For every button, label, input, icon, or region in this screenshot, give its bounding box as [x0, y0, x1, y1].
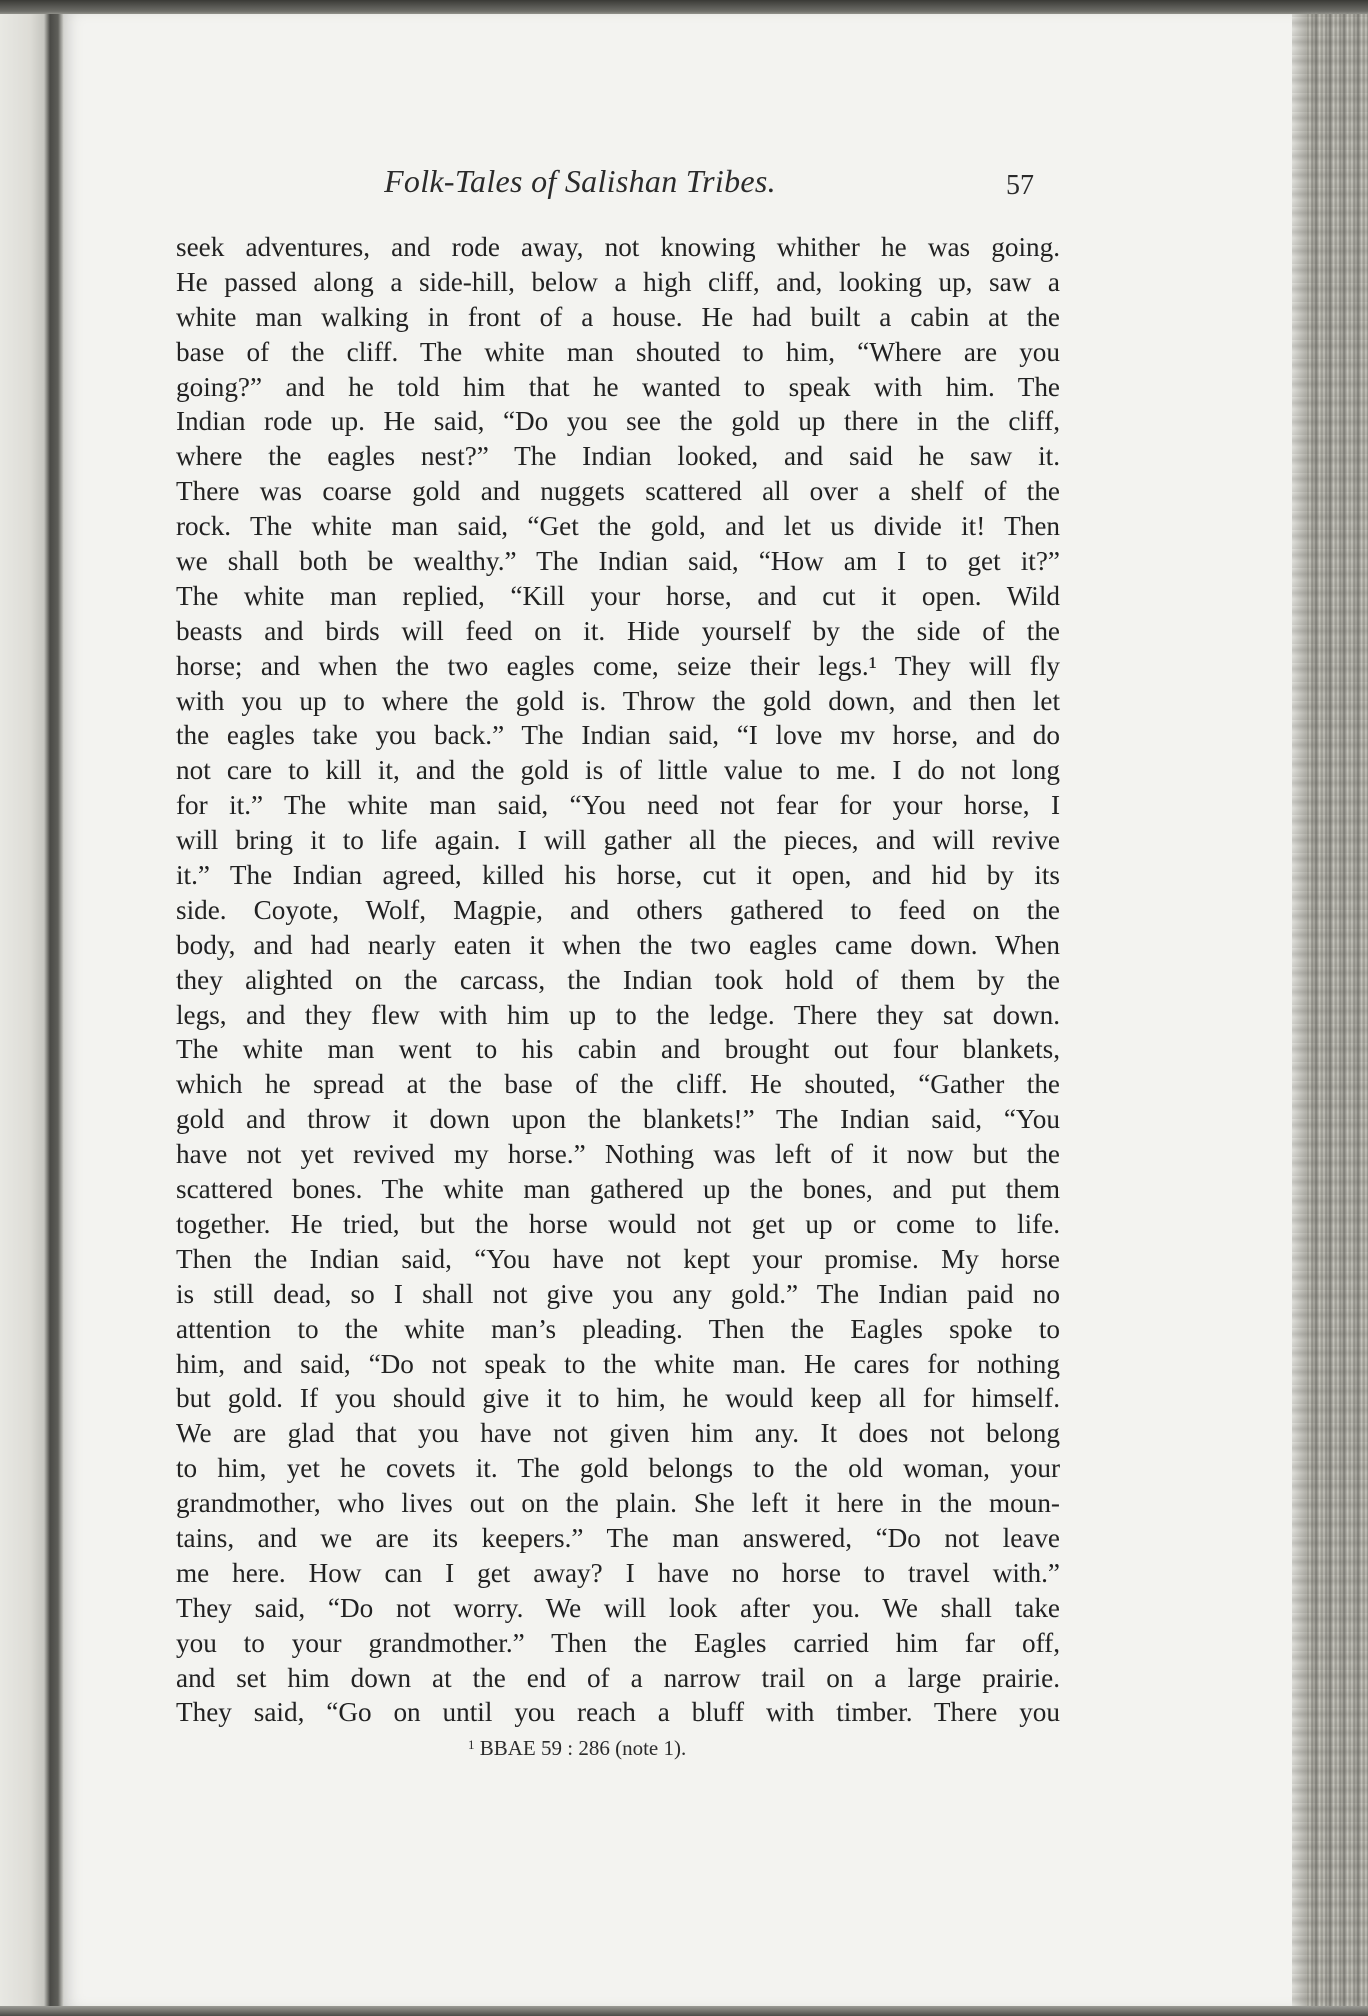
text-line: attention to the white man’s pleading. Then the Eagles spoke to [176, 1313, 1060, 1344]
text-line: we shall both be wealthy.” The Indian said, “How am I to get it?” [176, 546, 1060, 577]
text-line: Then the Indian said, “You have not kept your promise. My horse [176, 1243, 1060, 1274]
running-title: Folk-Tales of Salishan Tribes. [384, 163, 776, 199]
text-line: beasts and birds will feed on it. Hide yourself by the side of the [176, 615, 1060, 646]
text-line: We are glad that you have not given him any. It does not belong [176, 1418, 1060, 1449]
text-line: tains, and we are its keepers.” The man answered, “Do not leave [176, 1522, 1060, 1553]
text-line: seek adventures, and rode away, not knowing whither he was going. [176, 232, 1060, 262]
text-line: they alighted on the carcass, the Indian took hold of them by the [176, 964, 1060, 995]
text-line: not care to kill it, and the gold is of little value to me. I do not long [176, 755, 1060, 786]
text-line: with you up to where the gold is. Throw the gold down, and then let [176, 685, 1060, 716]
text-line: you to your grandmother.” Then the Eagles carried him far off, [176, 1627, 1060, 1658]
text-line: scattered bones. The white man gathered up the bones, and put them [176, 1174, 1060, 1205]
text-line: me here. How can I get away? I have no horse to travel with.” [176, 1557, 1060, 1588]
text-line: legs, and they flew with him up to the ledge. There they sat down. [176, 999, 1060, 1030]
text-line: base of the cliff. The white man shouted to him, “Where are you [176, 336, 1060, 367]
text-line: is still dead, so I shall not give you any gold.” The Indian paid no [176, 1278, 1060, 1309]
text-line: have not yet revived my horse.” Nothing was left of it now but the [176, 1139, 1060, 1170]
text-line: The white man replied, “Kill your horse, and cut it open. Wild [176, 580, 1060, 611]
footnote [468, 1736, 768, 1761]
text-line: They said, “Go on until you reach a bluff with timber. There you [176, 1697, 1060, 1728]
scan-bottom-edge [0, 2006, 1368, 2016]
text-line: He passed along a side-hill, below a high cliff, and, looking up, saw a [176, 266, 1060, 297]
text-line: the eagles take you back.” The Indian said, “I love mv horse, and do [176, 720, 1060, 751]
text-line: grandmother, who lives out on the plain. She left it here in the moun- [176, 1488, 1060, 1519]
text-line: The white man went to his cabin and brought out four blankets, [176, 1034, 1060, 1065]
text-line: rock. The white man said, “Get the gold, and let us divide it! Then [176, 511, 1060, 542]
text-line: together. He tried, but the horse would not get up or come to life. [176, 1208, 1060, 1239]
text-line: horse; and when the two eagles come, seize their legs.¹ They will fly [176, 650, 1060, 681]
footnote-marker: 1 [468, 1737, 475, 1752]
text-line: They said, “Do not worry. We will look after you. We shall take [176, 1592, 1060, 1623]
text-line: will bring it to life again. I will gather all the pieces, and will revive [176, 825, 1060, 856]
text-line: white man walking in front of a house. He had built a cabin at the [176, 301, 1060, 332]
footnote-text: BBAE 59 : 286 (note 1). [479, 1736, 687, 1760]
text-line: to him, yet he covets it. The gold belongs to the old woman, your [176, 1453, 1060, 1484]
text-line: for it.” The white man said, “You need not fear for your horse, I [176, 790, 1060, 821]
text-line: side. Coyote, Wolf, Magpie, and others gathered to feed on the [176, 894, 1060, 925]
text-line: but gold. If you should give it to him, he would keep all for himself. [176, 1383, 1060, 1414]
binding-gutter [0, 14, 66, 2012]
text-line: which he spread at the base of the cliff. He shouted, “Gather the [176, 1069, 1060, 1100]
text-line: it.” The Indian agreed, killed his horse, cut it open, and hid by its [176, 860, 1060, 891]
page-number: 57 [1006, 170, 1034, 201]
text-line: him, and said, “Do not speak to the white man. He cares for nothing [176, 1348, 1060, 1379]
text-line: There was coarse gold and nuggets scattered all over a shelf of the [176, 476, 1060, 507]
text-line: where the eagles nest?” The Indian looked, and said he saw it. [176, 441, 1060, 472]
body-text [176, 230, 1060, 1730]
text-line: and set him down at the end of a narrow trail on a large prairie. [176, 1662, 1060, 1693]
page-stack-edge [1292, 14, 1368, 2012]
text-line: body, and had nearly eaten it when the two eagles came down. When [176, 929, 1060, 960]
text-line: Indian rode up. He said, “Do you see the gold up there in the cliff, [176, 406, 1060, 437]
text-line: going?” and he told him that he wanted to speak with him. The [176, 371, 1060, 402]
text-line: gold and throw it down upon the blankets!” The Indian said, “You [176, 1104, 1060, 1135]
